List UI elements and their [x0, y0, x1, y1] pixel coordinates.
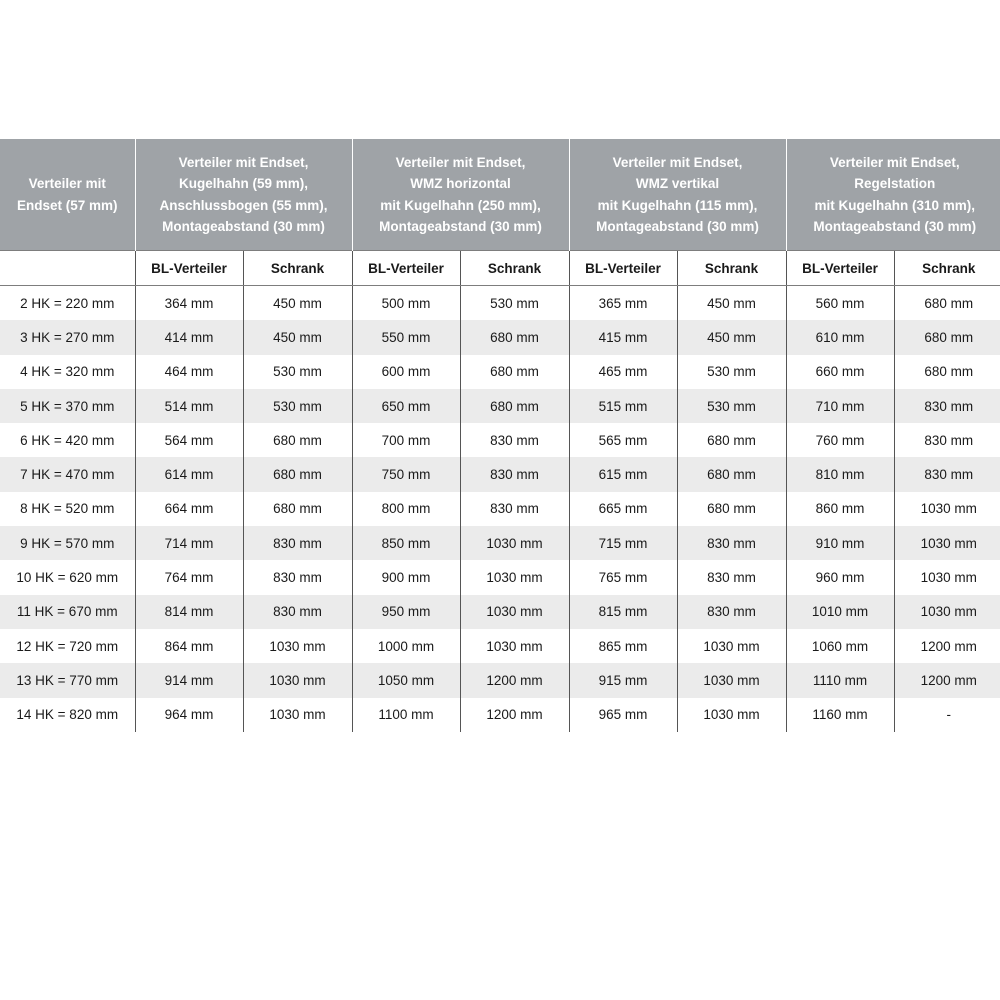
table-row	[0, 698, 1000, 732]
row-label-cell: 9 HK = 570 mm	[0, 526, 135, 560]
value-cell: 1030 mm	[894, 492, 1000, 526]
value-cell: 830 mm	[677, 526, 786, 560]
sub-header-schrank: Schrank	[243, 251, 352, 286]
sub-header-bl-verteiler: BL-Verteiler	[135, 251, 243, 286]
value-cell: 680 mm	[677, 457, 786, 491]
value-cell: 665 mm	[569, 492, 677, 526]
group-header-verteiler-endset: Verteiler mit Endset (57 mm)	[0, 139, 135, 251]
value-cell: 960 mm	[786, 560, 894, 594]
value-cell: 414 mm	[135, 320, 243, 354]
value-cell: 680 mm	[460, 320, 569, 354]
value-cell: 1030 mm	[677, 629, 786, 663]
value-cell: 700 mm	[352, 423, 460, 457]
table-row	[0, 320, 1000, 354]
group-header-wmz-vertikal: Verteiler mit Endset, WMZ vertikal mit Kugelhahn (115 mm), Montageabstand (30 mm)	[569, 139, 786, 251]
value-cell: 864 mm	[135, 629, 243, 663]
table-row	[0, 355, 1000, 389]
table-row	[0, 389, 1000, 423]
value-cell: 600 mm	[352, 355, 460, 389]
table-row	[0, 526, 1000, 560]
value-cell: 680 mm	[460, 355, 569, 389]
group-header-wmz-horizontal: Verteiler mit Endset, WMZ horizontal mit Kugelhahn (250 mm), Montageabstand (30 mm)	[352, 139, 569, 251]
value-cell: 850 mm	[352, 526, 460, 560]
value-cell: -	[894, 698, 1000, 732]
table-row	[0, 595, 1000, 629]
value-cell: 450 mm	[243, 320, 352, 354]
group-header-kugelhahn-anschlussbogen: Verteiler mit Endset, Kugelhahn (59 mm), Anschlussbogen (55 mm), Montageabstand (30 mm)	[135, 139, 352, 251]
value-cell: 764 mm	[135, 560, 243, 594]
value-cell: 450 mm	[677, 286, 786, 321]
row-label-cell: 6 HK = 420 mm	[0, 423, 135, 457]
row-label-cell: 12 HK = 720 mm	[0, 629, 135, 663]
value-cell: 814 mm	[135, 595, 243, 629]
value-cell: 1030 mm	[460, 526, 569, 560]
value-cell: 1030 mm	[243, 698, 352, 732]
value-cell: 765 mm	[569, 560, 677, 594]
value-cell: 1200 mm	[894, 629, 1000, 663]
table-row	[0, 560, 1000, 594]
value-cell: 515 mm	[569, 389, 677, 423]
row-label-cell: 13 HK = 770 mm	[0, 663, 135, 697]
row-label-cell: 11 HK = 670 mm	[0, 595, 135, 629]
value-cell: 810 mm	[786, 457, 894, 491]
value-cell: 964 mm	[135, 698, 243, 732]
sub-header-row	[0, 251, 1000, 286]
value-cell: 965 mm	[569, 698, 677, 732]
value-cell: 564 mm	[135, 423, 243, 457]
table-row	[0, 629, 1000, 663]
value-cell: 530 mm	[677, 355, 786, 389]
dimension-table	[0, 139, 1000, 732]
value-cell: 465 mm	[569, 355, 677, 389]
value-cell: 1030 mm	[460, 560, 569, 594]
value-cell: 830 mm	[460, 492, 569, 526]
value-cell: 1030 mm	[243, 629, 352, 663]
row-label-cell: 10 HK = 620 mm	[0, 560, 135, 594]
value-cell: 1030 mm	[460, 595, 569, 629]
table-row	[0, 457, 1000, 491]
value-cell: 550 mm	[352, 320, 460, 354]
value-cell: 610 mm	[786, 320, 894, 354]
table-header	[0, 139, 1000, 286]
value-cell: 364 mm	[135, 286, 243, 321]
value-cell: 830 mm	[677, 560, 786, 594]
value-cell: 950 mm	[352, 595, 460, 629]
value-cell: 680 mm	[243, 492, 352, 526]
value-cell: 680 mm	[677, 492, 786, 526]
value-cell: 910 mm	[786, 526, 894, 560]
value-cell: 660 mm	[786, 355, 894, 389]
value-cell: 830 mm	[243, 526, 352, 560]
dimension-table-container	[0, 139, 1000, 732]
value-cell: 800 mm	[352, 492, 460, 526]
group-header-regelstation: Verteiler mit Endset, Regelstation mit Kugelhahn (310 mm), Montageabstand (30 mm)	[786, 139, 1000, 251]
value-cell: 1000 mm	[352, 629, 460, 663]
row-label-cell: 7 HK = 470 mm	[0, 457, 135, 491]
value-cell: 830 mm	[243, 560, 352, 594]
row-label-cell: 2 HK = 220 mm	[0, 286, 135, 321]
value-cell: 710 mm	[786, 389, 894, 423]
table-row	[0, 286, 1000, 321]
value-cell: 365 mm	[569, 286, 677, 321]
value-cell: 614 mm	[135, 457, 243, 491]
table-row	[0, 663, 1000, 697]
row-label-cell: 14 HK = 820 mm	[0, 698, 135, 732]
value-cell: 715 mm	[569, 526, 677, 560]
value-cell: 914 mm	[135, 663, 243, 697]
value-cell: 830 mm	[894, 423, 1000, 457]
table-row	[0, 492, 1000, 526]
value-cell: 680 mm	[677, 423, 786, 457]
sub-header-schrank: Schrank	[894, 251, 1000, 286]
value-cell: 530 mm	[243, 389, 352, 423]
value-cell: 1030 mm	[460, 629, 569, 663]
value-cell: 714 mm	[135, 526, 243, 560]
value-cell: 514 mm	[135, 389, 243, 423]
row-label-cell: 4 HK = 320 mm	[0, 355, 135, 389]
sub-header-bl-verteiler: BL-Verteiler	[352, 251, 460, 286]
value-cell: 530 mm	[677, 389, 786, 423]
value-cell: 680 mm	[243, 457, 352, 491]
value-cell: 830 mm	[460, 423, 569, 457]
value-cell: 1100 mm	[352, 698, 460, 732]
value-cell: 815 mm	[569, 595, 677, 629]
value-cell: 760 mm	[786, 423, 894, 457]
value-cell: 830 mm	[243, 595, 352, 629]
value-cell: 560 mm	[786, 286, 894, 321]
value-cell: 830 mm	[894, 389, 1000, 423]
table-row	[0, 423, 1000, 457]
value-cell: 1030 mm	[894, 595, 1000, 629]
row-label-cell: 5 HK = 370 mm	[0, 389, 135, 423]
value-cell: 1060 mm	[786, 629, 894, 663]
value-cell: 1030 mm	[894, 526, 1000, 560]
value-cell: 1200 mm	[894, 663, 1000, 697]
value-cell: 915 mm	[569, 663, 677, 697]
value-cell: 565 mm	[569, 423, 677, 457]
value-cell: 680 mm	[894, 320, 1000, 354]
sub-header-empty	[0, 251, 135, 286]
value-cell: 860 mm	[786, 492, 894, 526]
value-cell: 1030 mm	[894, 560, 1000, 594]
value-cell: 415 mm	[569, 320, 677, 354]
value-cell: 680 mm	[460, 389, 569, 423]
value-cell: 830 mm	[460, 457, 569, 491]
value-cell: 1200 mm	[460, 698, 569, 732]
value-cell: 1050 mm	[352, 663, 460, 697]
value-cell: 615 mm	[569, 457, 677, 491]
value-cell: 865 mm	[569, 629, 677, 663]
sub-header-bl-verteiler: BL-Verteiler	[786, 251, 894, 286]
value-cell: 664 mm	[135, 492, 243, 526]
value-cell: 1030 mm	[677, 698, 786, 732]
value-cell: 450 mm	[243, 286, 352, 321]
value-cell: 1030 mm	[677, 663, 786, 697]
value-cell: 450 mm	[677, 320, 786, 354]
value-cell: 500 mm	[352, 286, 460, 321]
row-label-cell: 8 HK = 520 mm	[0, 492, 135, 526]
value-cell: 830 mm	[894, 457, 1000, 491]
sub-header-schrank: Schrank	[460, 251, 569, 286]
value-cell: 1110 mm	[786, 663, 894, 697]
group-header-row	[0, 139, 1000, 251]
value-cell: 680 mm	[894, 286, 1000, 321]
value-cell: 900 mm	[352, 560, 460, 594]
value-cell: 1010 mm	[786, 595, 894, 629]
value-cell: 1160 mm	[786, 698, 894, 732]
value-cell: 1030 mm	[243, 663, 352, 697]
value-cell: 650 mm	[352, 389, 460, 423]
table-body	[0, 286, 1000, 732]
sub-header-schrank: Schrank	[677, 251, 786, 286]
value-cell: 530 mm	[460, 286, 569, 321]
row-label-cell: 3 HK = 270 mm	[0, 320, 135, 354]
value-cell: 464 mm	[135, 355, 243, 389]
value-cell: 830 mm	[677, 595, 786, 629]
value-cell: 1200 mm	[460, 663, 569, 697]
value-cell: 680 mm	[894, 355, 1000, 389]
value-cell: 680 mm	[243, 423, 352, 457]
value-cell: 530 mm	[243, 355, 352, 389]
value-cell: 750 mm	[352, 457, 460, 491]
sub-header-bl-verteiler: BL-Verteiler	[569, 251, 677, 286]
